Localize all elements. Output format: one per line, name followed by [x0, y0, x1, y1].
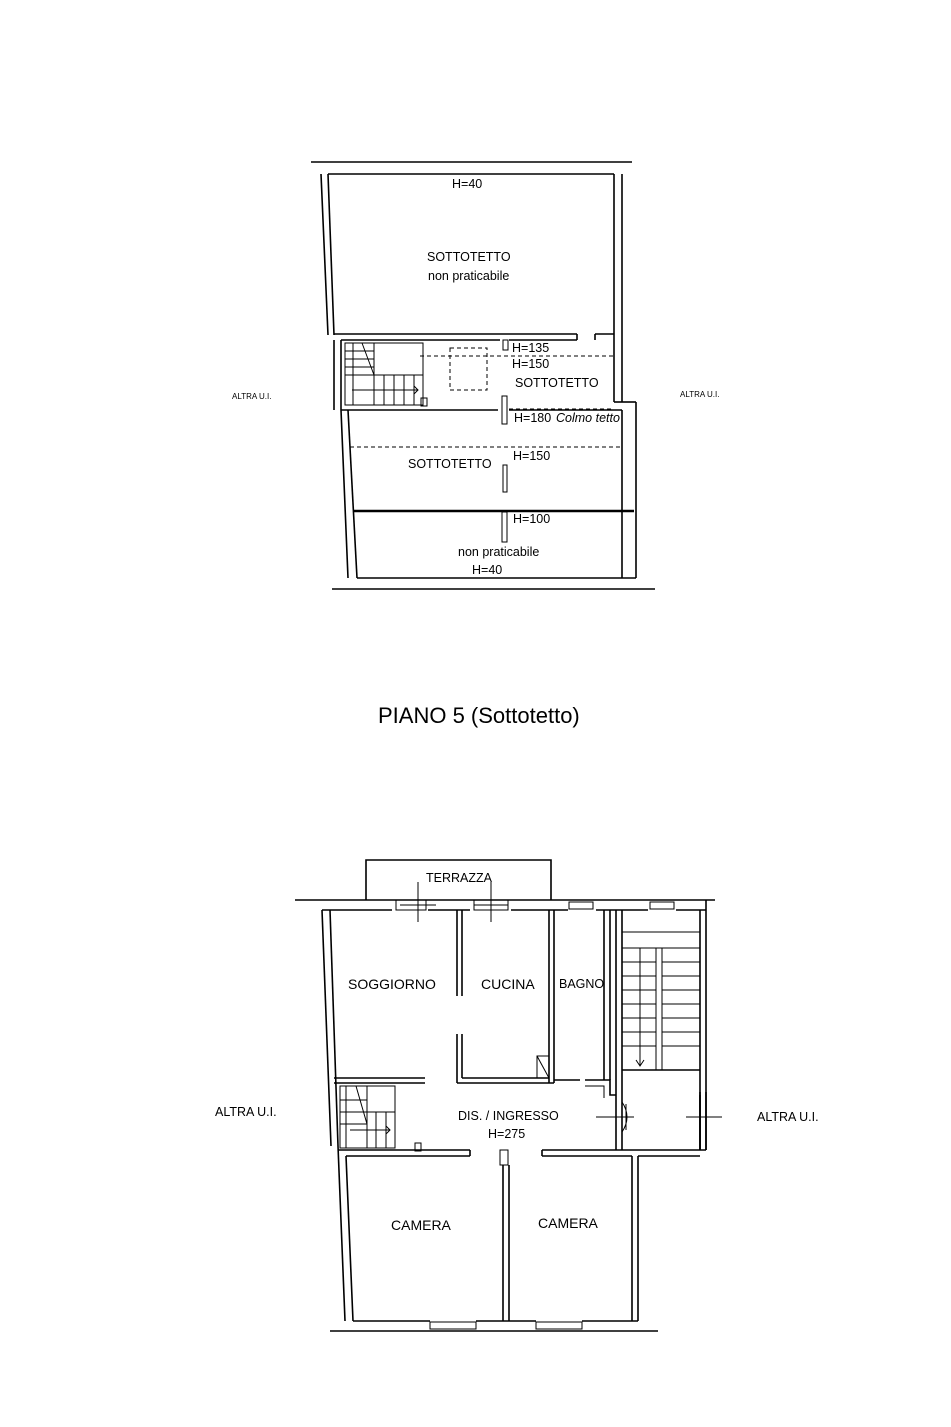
upper-labels	[232, 177, 719, 577]
room-label: SOTTOTETTO	[427, 250, 511, 264]
room-label: CAMERA	[538, 1215, 598, 1231]
room-label: SOGGIORNO	[348, 976, 436, 992]
height-label: H=40	[452, 177, 483, 191]
lower-plan-walls	[295, 860, 722, 1331]
height-label: H=275	[488, 1127, 526, 1141]
height-label: H=150	[513, 449, 551, 463]
lower-labels	[215, 871, 819, 1233]
adjacent-unit-label: ALTRA U.I.	[232, 392, 272, 401]
room-label: CAMERA	[391, 1217, 451, 1233]
height-label: H=180	[514, 411, 552, 425]
height-label: H=150	[512, 357, 550, 371]
upper-staircase	[345, 343, 423, 405]
adjacent-unit-label: ALTRA U.I.	[680, 390, 720, 399]
room-note: non praticabile	[428, 269, 510, 283]
room-label: BAGNO	[559, 977, 605, 991]
height-label: H=100	[513, 512, 551, 526]
adjacent-unit-label: ALTRA U.I.	[757, 1110, 819, 1124]
adjacent-unit-label: ALTRA U.I.	[215, 1105, 277, 1119]
height-label: H=40	[472, 563, 503, 577]
plan-title: PIANO 5 (Sottotetto)	[378, 703, 580, 728]
room-label: CUCINA	[481, 976, 535, 992]
room-label: SOTTOTETTO	[515, 376, 599, 390]
room-label: SOTTOTETTO	[408, 457, 492, 471]
room-label: TERRAZZA	[426, 871, 492, 885]
room-note: non praticabile	[458, 545, 540, 559]
room-label: DIS. / INGRESSO	[458, 1109, 559, 1123]
ridge-note: Colmo tetto	[556, 411, 620, 425]
height-label: H=135	[512, 341, 550, 355]
